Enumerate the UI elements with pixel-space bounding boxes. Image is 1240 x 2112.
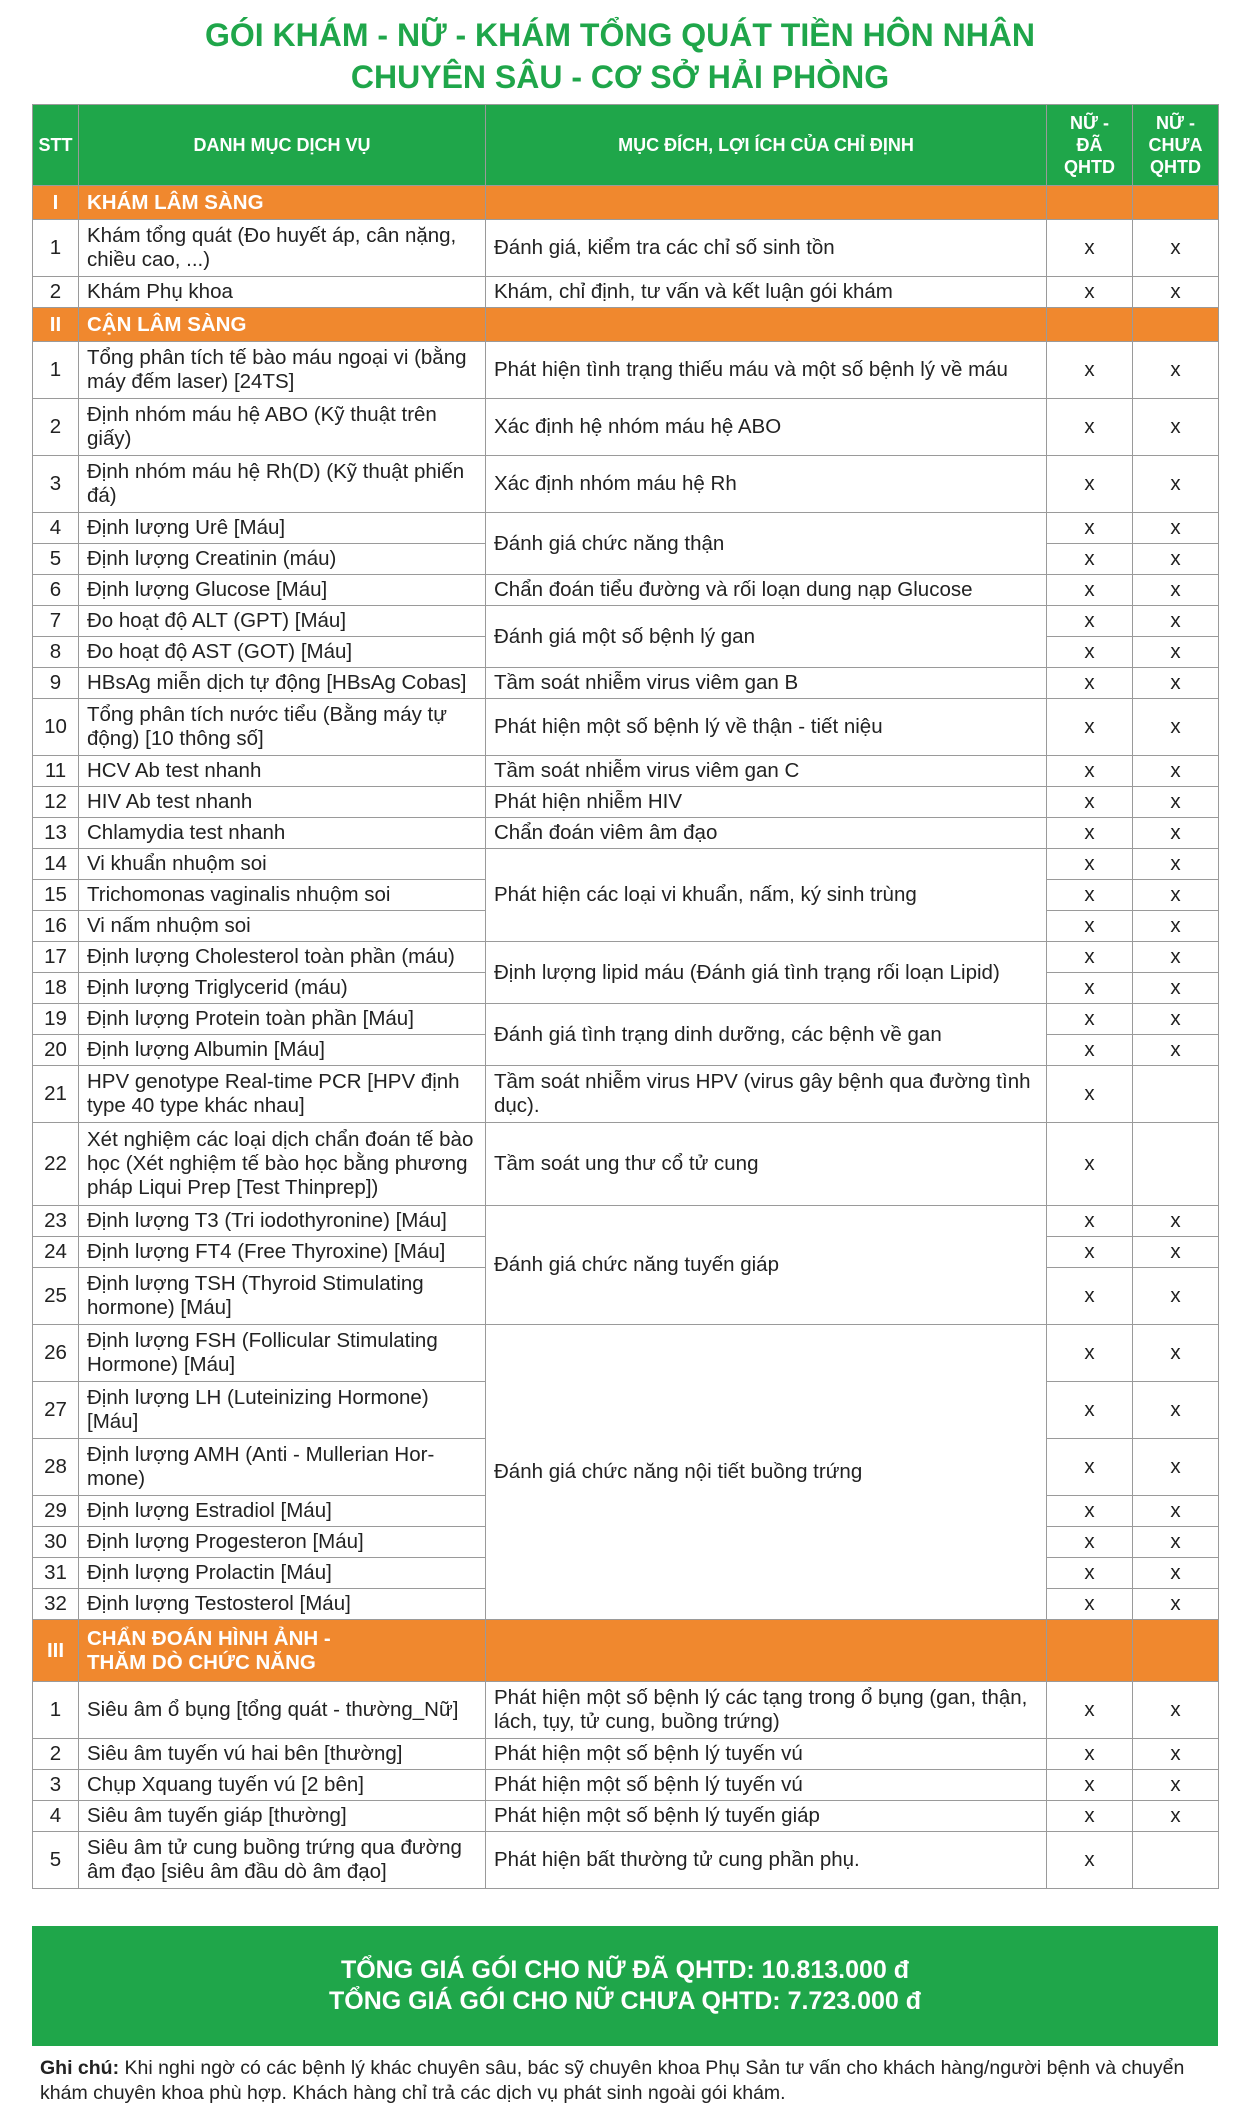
table-row — [33, 513, 1219, 544]
row-number: 9 — [33, 668, 79, 699]
row-number: 25 — [33, 1268, 79, 1325]
service-name: Định lượng Testosterol [Máu] — [79, 1589, 486, 1620]
service-purpose: Phát hiện một số bệnh lý các tạng trong ổ bụng (gan, thận, lách, tụy, tử cung, buồng trứng) — [486, 1682, 1047, 1739]
inclusion-mark: x — [1133, 1558, 1219, 1589]
inclusion-mark: x — [1047, 818, 1133, 849]
inclusion-mark: x — [1133, 637, 1219, 668]
inclusion-mark: x — [1047, 1004, 1133, 1035]
inclusion-mark: x — [1133, 1801, 1219, 1832]
table-row — [33, 1739, 1219, 1770]
table-row — [33, 606, 1219, 637]
table-cell — [486, 308, 1047, 342]
service-name: HCV Ab test nhanh — [79, 756, 486, 787]
row-number: 27 — [33, 1382, 79, 1439]
table-cell — [1133, 308, 1219, 342]
service-name: HPV genotype Real-time PCR [HPV định type 40 type khác nhau] — [79, 1066, 486, 1123]
row-number: 26 — [33, 1325, 79, 1382]
inclusion-mark: x — [1047, 399, 1133, 456]
service-name: Tổng phân tích nước tiểu (Bằng máy tự động) [10 thông số] — [79, 699, 486, 756]
inclusion-mark: x — [1133, 606, 1219, 637]
table-row — [33, 699, 1219, 756]
section-number: II — [33, 308, 79, 342]
row-number: 16 — [33, 911, 79, 942]
table-cell — [486, 1620, 1047, 1682]
table-header — [33, 105, 1219, 186]
service-name: Định lượng TSH (Thyroid Stimulating hormone) [Máu] — [79, 1268, 486, 1325]
table-row — [33, 1325, 1219, 1382]
row-number: 10 — [33, 699, 79, 756]
row-number: 31 — [33, 1558, 79, 1589]
service-name: Định lượng FSH (Follicular Stimulating Hormone) [Máu] — [79, 1325, 486, 1382]
service-name: Trichomonas vaginalis nhuộm soi — [79, 880, 486, 911]
service-purpose: Phát hiện các loại vi khuẩn, nấm, ký sinh trùng — [486, 849, 1047, 942]
service-purpose: Tầm soát nhiễm virus HPV (virus gây bệnh qua đường tình dục). — [486, 1066, 1047, 1123]
table-row — [33, 942, 1219, 973]
table-row — [33, 575, 1219, 606]
inclusion-mark: x — [1047, 1558, 1133, 1589]
services-table — [32, 104, 1219, 1889]
inclusion-mark: x — [1047, 1035, 1133, 1066]
inclusion-mark — [1133, 1066, 1219, 1123]
service-purpose: Đánh giá tình trạng dinh dưỡng, các bệnh về gan — [486, 1004, 1047, 1066]
table-cell — [486, 186, 1047, 220]
service-purpose: Đánh giá chức năng thận — [486, 513, 1047, 575]
row-number: 20 — [33, 1035, 79, 1066]
inclusion-mark: x — [1133, 818, 1219, 849]
service-purpose: Phát hiện một số bệnh lý tuyến vú — [486, 1770, 1047, 1801]
footnote-label: Ghi chú: — [40, 2057, 120, 2079]
service-name: Vi nấm nhuộm soi — [79, 911, 486, 942]
row-number: 2 — [33, 277, 79, 308]
row-number: 1 — [33, 1682, 79, 1739]
service-purpose: Định lượng lipid máu (Đánh giá tình trạng rối loạn Lipid) — [486, 942, 1047, 1004]
title-line-2: CHUYÊN SÂU - CƠ SỞ HẢI PHÒNG — [350, 59, 890, 95]
service-purpose: Khám, chỉ định, tư vấn và kết luận gói khám — [486, 277, 1047, 308]
service-name: Chlamydia test nhanh — [79, 818, 486, 849]
inclusion-mark: x — [1047, 756, 1133, 787]
row-number: 32 — [33, 1589, 79, 1620]
inclusion-mark: x — [1133, 1325, 1219, 1382]
row-number: 2 — [33, 399, 79, 456]
table-row — [33, 277, 1219, 308]
row-number: 2 — [33, 1739, 79, 1770]
inclusion-mark — [1133, 1123, 1219, 1206]
inclusion-mark: x — [1133, 575, 1219, 606]
service-purpose: Đánh giá một số bệnh lý gan — [486, 606, 1047, 668]
row-number: 30 — [33, 1527, 79, 1558]
inclusion-mark: x — [1047, 544, 1133, 575]
footnote — [40, 2056, 1220, 2106]
inclusion-mark: x — [1133, 973, 1219, 1004]
inclusion-mark: x — [1047, 880, 1133, 911]
row-number: 21 — [33, 1066, 79, 1123]
row-number: 3 — [33, 1770, 79, 1801]
service-name: Đo hoạt độ ALT (GPT) [Máu] — [79, 606, 486, 637]
service-name: Định lượng Protein toàn phần [Máu] — [79, 1004, 486, 1035]
row-number: 18 — [33, 973, 79, 1004]
service-name: Siêu âm tuyến vú hai bên [thường] — [79, 1739, 486, 1770]
service-name: Định nhóm máu hệ ABO (Kỹ thuật trên giấy) — [79, 399, 486, 456]
inclusion-mark: x — [1047, 1496, 1133, 1527]
table-row — [33, 342, 1219, 399]
table-row — [33, 1066, 1219, 1123]
section-title: KHÁM LÂM SÀNG — [79, 186, 486, 220]
service-name: Siêu âm tử cung buồng trứng qua đường âm đạo [siêu âm đầu dò âm đạo] — [79, 1832, 486, 1889]
row-number: 22 — [33, 1123, 79, 1206]
service-purpose: Xác định hệ nhóm máu hệ ABO — [486, 399, 1047, 456]
service-name: Chụp Xquang tuyến vú [2 bên] — [79, 1770, 486, 1801]
table-row — [33, 756, 1219, 787]
service-name: Định lượng Progesteron [Máu] — [79, 1527, 486, 1558]
inclusion-mark: x — [1047, 1123, 1133, 1206]
service-name: Xét nghiệm các loại dịch chẩn đoán tế bào học (Xét nghiệm tế bào học bằng phương pháp Liqui Prep [Test Thinprep]) — [79, 1123, 486, 1206]
service-purpose: Đánh giá, kiểm tra các chỉ số sinh tồn — [486, 220, 1047, 277]
inclusion-mark: x — [1133, 1739, 1219, 1770]
inclusion-mark: x — [1133, 1589, 1219, 1620]
service-purpose: Đánh giá chức năng tuyến giáp — [486, 1206, 1047, 1325]
table-row — [33, 849, 1219, 880]
inclusion-mark: x — [1133, 1268, 1219, 1325]
inclusion-mark: x — [1047, 1832, 1133, 1889]
inclusion-mark: x — [1047, 849, 1133, 880]
header-stt: STT — [33, 105, 79, 186]
inclusion-mark: x — [1047, 1589, 1133, 1620]
row-number: 24 — [33, 1237, 79, 1268]
inclusion-mark: x — [1133, 1004, 1219, 1035]
service-name: Đo hoạt độ AST (GOT) [Máu] — [79, 637, 486, 668]
table-row — [33, 1123, 1219, 1206]
service-name: Định lượng Triglycerid (máu) — [79, 973, 486, 1004]
total-price-banner — [32, 1926, 1218, 2046]
row-number: 5 — [33, 1832, 79, 1889]
inclusion-mark: x — [1133, 756, 1219, 787]
inclusion-mark: x — [1133, 942, 1219, 973]
table-row — [33, 1682, 1219, 1739]
service-purpose: Phát hiện một số bệnh lý về thận - tiết niệu — [486, 699, 1047, 756]
section-title: CẬN LÂM SÀNG — [79, 308, 486, 342]
table-row — [33, 220, 1219, 277]
inclusion-mark: x — [1047, 575, 1133, 606]
service-name: Vi khuẩn nhuộm soi — [79, 849, 486, 880]
table-row — [33, 1832, 1219, 1889]
service-purpose: Phát hiện bất thường tử cung phần phụ. — [486, 1832, 1047, 1889]
inclusion-mark: x — [1047, 1739, 1133, 1770]
service-purpose: Tầm soát ung thư cổ tử cung — [486, 1123, 1047, 1206]
total-married: TỔNG GIÁ GÓI CHO NỮ ĐÃ QHTD: 10.813.000 đ — [340, 1956, 910, 1984]
inclusion-mark: x — [1047, 513, 1133, 544]
footnote-text: Khi nghi ngờ có các bệnh lý khác chuyên sâu, bác sỹ chuyên khoa Phụ Sản tư vấn cho khách hàng/người bệnh và chuyển khám chuyên khoa phù hợp. Khách hàng chỉ trả các dịch vụ phát sinh ngoài gói khám. — [40, 2057, 1185, 2104]
inclusion-mark: x — [1133, 1439, 1219, 1496]
inclusion-mark: x — [1047, 1206, 1133, 1237]
inclusion-mark: x — [1133, 1682, 1219, 1739]
service-purpose: Chẩn đoán tiểu đường và rối loạn dung nạp Glucose — [486, 575, 1047, 606]
inclusion-mark: x — [1047, 1527, 1133, 1558]
table-row — [33, 1801, 1219, 1832]
section-number: I — [33, 186, 79, 220]
inclusion-mark: x — [1133, 911, 1219, 942]
row-number: 7 — [33, 606, 79, 637]
inclusion-mark: x — [1047, 1382, 1133, 1439]
service-name: Định lượng Urê [Máu] — [79, 513, 486, 544]
row-number: 5 — [33, 544, 79, 575]
inclusion-mark: x — [1047, 342, 1133, 399]
inclusion-mark: x — [1047, 606, 1133, 637]
row-number: 3 — [33, 456, 79, 513]
row-number: 13 — [33, 818, 79, 849]
table-cell — [1047, 1620, 1133, 1682]
service-name: Siêu âm tuyến giáp [thường] — [79, 1801, 486, 1832]
row-number: 12 — [33, 787, 79, 818]
inclusion-mark: x — [1047, 1770, 1133, 1801]
table-row — [33, 818, 1219, 849]
service-purpose: Phát hiện nhiễm HIV — [486, 787, 1047, 818]
title-line-1: GÓI KHÁM - NỮ - KHÁM TỔNG QUÁT TIỀN HÔN NHÂN — [204, 17, 1036, 53]
row-number: 15 — [33, 880, 79, 911]
row-number: 4 — [33, 1801, 79, 1832]
table-row — [33, 668, 1219, 699]
service-name: HBsAg miễn dịch tự động [HBsAg Cobas] — [79, 668, 486, 699]
row-number: 8 — [33, 637, 79, 668]
service-name: Định lượng T3 (Tri iodothyronine) [Máu] — [79, 1206, 486, 1237]
mark-married: x — [1047, 277, 1133, 308]
table-cell — [1133, 1620, 1219, 1682]
inclusion-mark: x — [1133, 1527, 1219, 1558]
service-purpose: Chẩn đoán viêm âm đạo — [486, 818, 1047, 849]
service-name: Định lượng FT4 (Free Thyroxine) [Máu] — [79, 1237, 486, 1268]
inclusion-mark: x — [1133, 1035, 1219, 1066]
inclusion-mark: x — [1047, 1237, 1133, 1268]
header-married: NỮ - ĐÃ QHTD — [1047, 105, 1133, 186]
table-row — [33, 456, 1219, 513]
inclusion-mark: x — [1133, 668, 1219, 699]
inclusion-mark: x — [1133, 787, 1219, 818]
header-purpose: MỤC ĐÍCH, LỢI ÍCH CỦA CHỈ ĐỊNH — [486, 105, 1047, 186]
table-row — [33, 399, 1219, 456]
inclusion-mark: x — [1133, 513, 1219, 544]
service-purpose: Tầm soát nhiễm virus viêm gan C — [486, 756, 1047, 787]
table-cell — [1047, 308, 1133, 342]
service-name: Định lượng Glucose [Máu] — [79, 575, 486, 606]
service-name: Khám Phụ khoa — [79, 277, 486, 308]
section-row — [33, 308, 1219, 342]
service-name: HIV Ab test nhanh — [79, 787, 486, 818]
service-name: Định lượng AMH (Anti - Mullerian Hor-mone) — [79, 1439, 486, 1496]
section-row — [33, 1620, 1219, 1682]
inclusion-mark: x — [1133, 1382, 1219, 1439]
table-cell — [1047, 186, 1133, 220]
service-purpose: Xác định nhóm máu hệ Rh — [486, 456, 1047, 513]
inclusion-mark: x — [1047, 1682, 1133, 1739]
inclusion-mark: x — [1133, 342, 1219, 399]
inclusion-mark: x — [1047, 973, 1133, 1004]
section-number: III — [33, 1620, 79, 1682]
inclusion-mark: x — [1133, 456, 1219, 513]
total-unmarried: TỔNG GIÁ GÓI CHO NỮ CHƯA QHTD: 7.723.000 đ — [328, 1987, 922, 2015]
service-name: Siêu âm ổ bụng [tổng quát - thường_Nữ] — [79, 1682, 486, 1739]
row-number: 17 — [33, 942, 79, 973]
inclusion-mark: x — [1047, 787, 1133, 818]
row-number: 1 — [33, 220, 79, 277]
service-name: Định lượng Estradiol [Máu] — [79, 1496, 486, 1527]
row-number: 11 — [33, 756, 79, 787]
section-row — [33, 186, 1219, 220]
header-unmarried: NỮ - CHƯA QHTD — [1133, 105, 1219, 186]
service-name: Định lượng LH (Luteinizing Hormone) [Máu] — [79, 1382, 486, 1439]
row-number: 29 — [33, 1496, 79, 1527]
inclusion-mark: x — [1047, 1325, 1133, 1382]
section-title: CHẨN ĐOÁN HÌNH ẢNH - THĂM DÒ CHỨC NĂNG — [79, 1620, 486, 1682]
inclusion-mark: x — [1047, 1066, 1133, 1123]
service-purpose: Tầm soát nhiễm virus viêm gan B — [486, 668, 1047, 699]
service-name: Định lượng Creatinin (máu) — [79, 544, 486, 575]
row-number: 23 — [33, 1206, 79, 1237]
service-purpose: Phát hiện một số bệnh lý tuyến giáp — [486, 1801, 1047, 1832]
service-name: Định lượng Cholesterol toàn phần (máu) — [79, 942, 486, 973]
mark-unmarried: x — [1133, 277, 1219, 308]
table-row — [33, 1770, 1219, 1801]
inclusion-mark: x — [1047, 1801, 1133, 1832]
inclusion-mark: x — [1133, 1237, 1219, 1268]
service-purpose: Phát hiện một số bệnh lý tuyến vú — [486, 1739, 1047, 1770]
service-purpose: Đánh giá chức năng nội tiết buồng trứng — [486, 1325, 1047, 1620]
mark-married: x — [1047, 220, 1133, 277]
inclusion-mark — [1133, 1832, 1219, 1889]
table-cell — [1133, 186, 1219, 220]
service-name: Tổng phân tích tế bào máu ngoại vi (bằng máy đếm laser) [24TS] — [79, 342, 486, 399]
inclusion-mark: x — [1047, 699, 1133, 756]
table-row — [33, 1004, 1219, 1035]
row-number: 4 — [33, 513, 79, 544]
row-number: 14 — [33, 849, 79, 880]
table-row — [33, 1206, 1219, 1237]
mark-unmarried: x — [1133, 220, 1219, 277]
inclusion-mark: x — [1133, 544, 1219, 575]
row-number: 19 — [33, 1004, 79, 1035]
header-service-name: DANH MỤC DỊCH VỤ — [79, 105, 486, 186]
inclusion-mark: x — [1047, 1439, 1133, 1496]
inclusion-mark: x — [1133, 399, 1219, 456]
inclusion-mark: x — [1047, 942, 1133, 973]
table-row — [33, 787, 1219, 818]
inclusion-mark: x — [1133, 1496, 1219, 1527]
inclusion-mark: x — [1047, 456, 1133, 513]
row-number: 28 — [33, 1439, 79, 1496]
inclusion-mark: x — [1133, 1206, 1219, 1237]
inclusion-mark: x — [1047, 911, 1133, 942]
row-number: 6 — [33, 575, 79, 606]
inclusion-mark: x — [1133, 880, 1219, 911]
service-name: Khám tổng quát (Đo huyết áp, cân nặng, chiều cao, ...) — [79, 220, 486, 277]
inclusion-mark: x — [1133, 849, 1219, 880]
page-title — [0, 14, 1240, 98]
service-purpose: Phát hiện tình trạng thiếu máu và một số bệnh lý về máu — [486, 342, 1047, 399]
service-name: Định lượng Prolactin [Máu] — [79, 1558, 486, 1589]
row-number: 1 — [33, 342, 79, 399]
inclusion-mark: x — [1133, 699, 1219, 756]
service-name: Định lượng Albumin [Máu] — [79, 1035, 486, 1066]
inclusion-mark: x — [1133, 1770, 1219, 1801]
inclusion-mark: x — [1047, 668, 1133, 699]
inclusion-mark: x — [1047, 1268, 1133, 1325]
inclusion-mark: x — [1047, 637, 1133, 668]
service-name: Định nhóm máu hệ Rh(D) (Kỹ thuật phiến đá) — [79, 456, 486, 513]
